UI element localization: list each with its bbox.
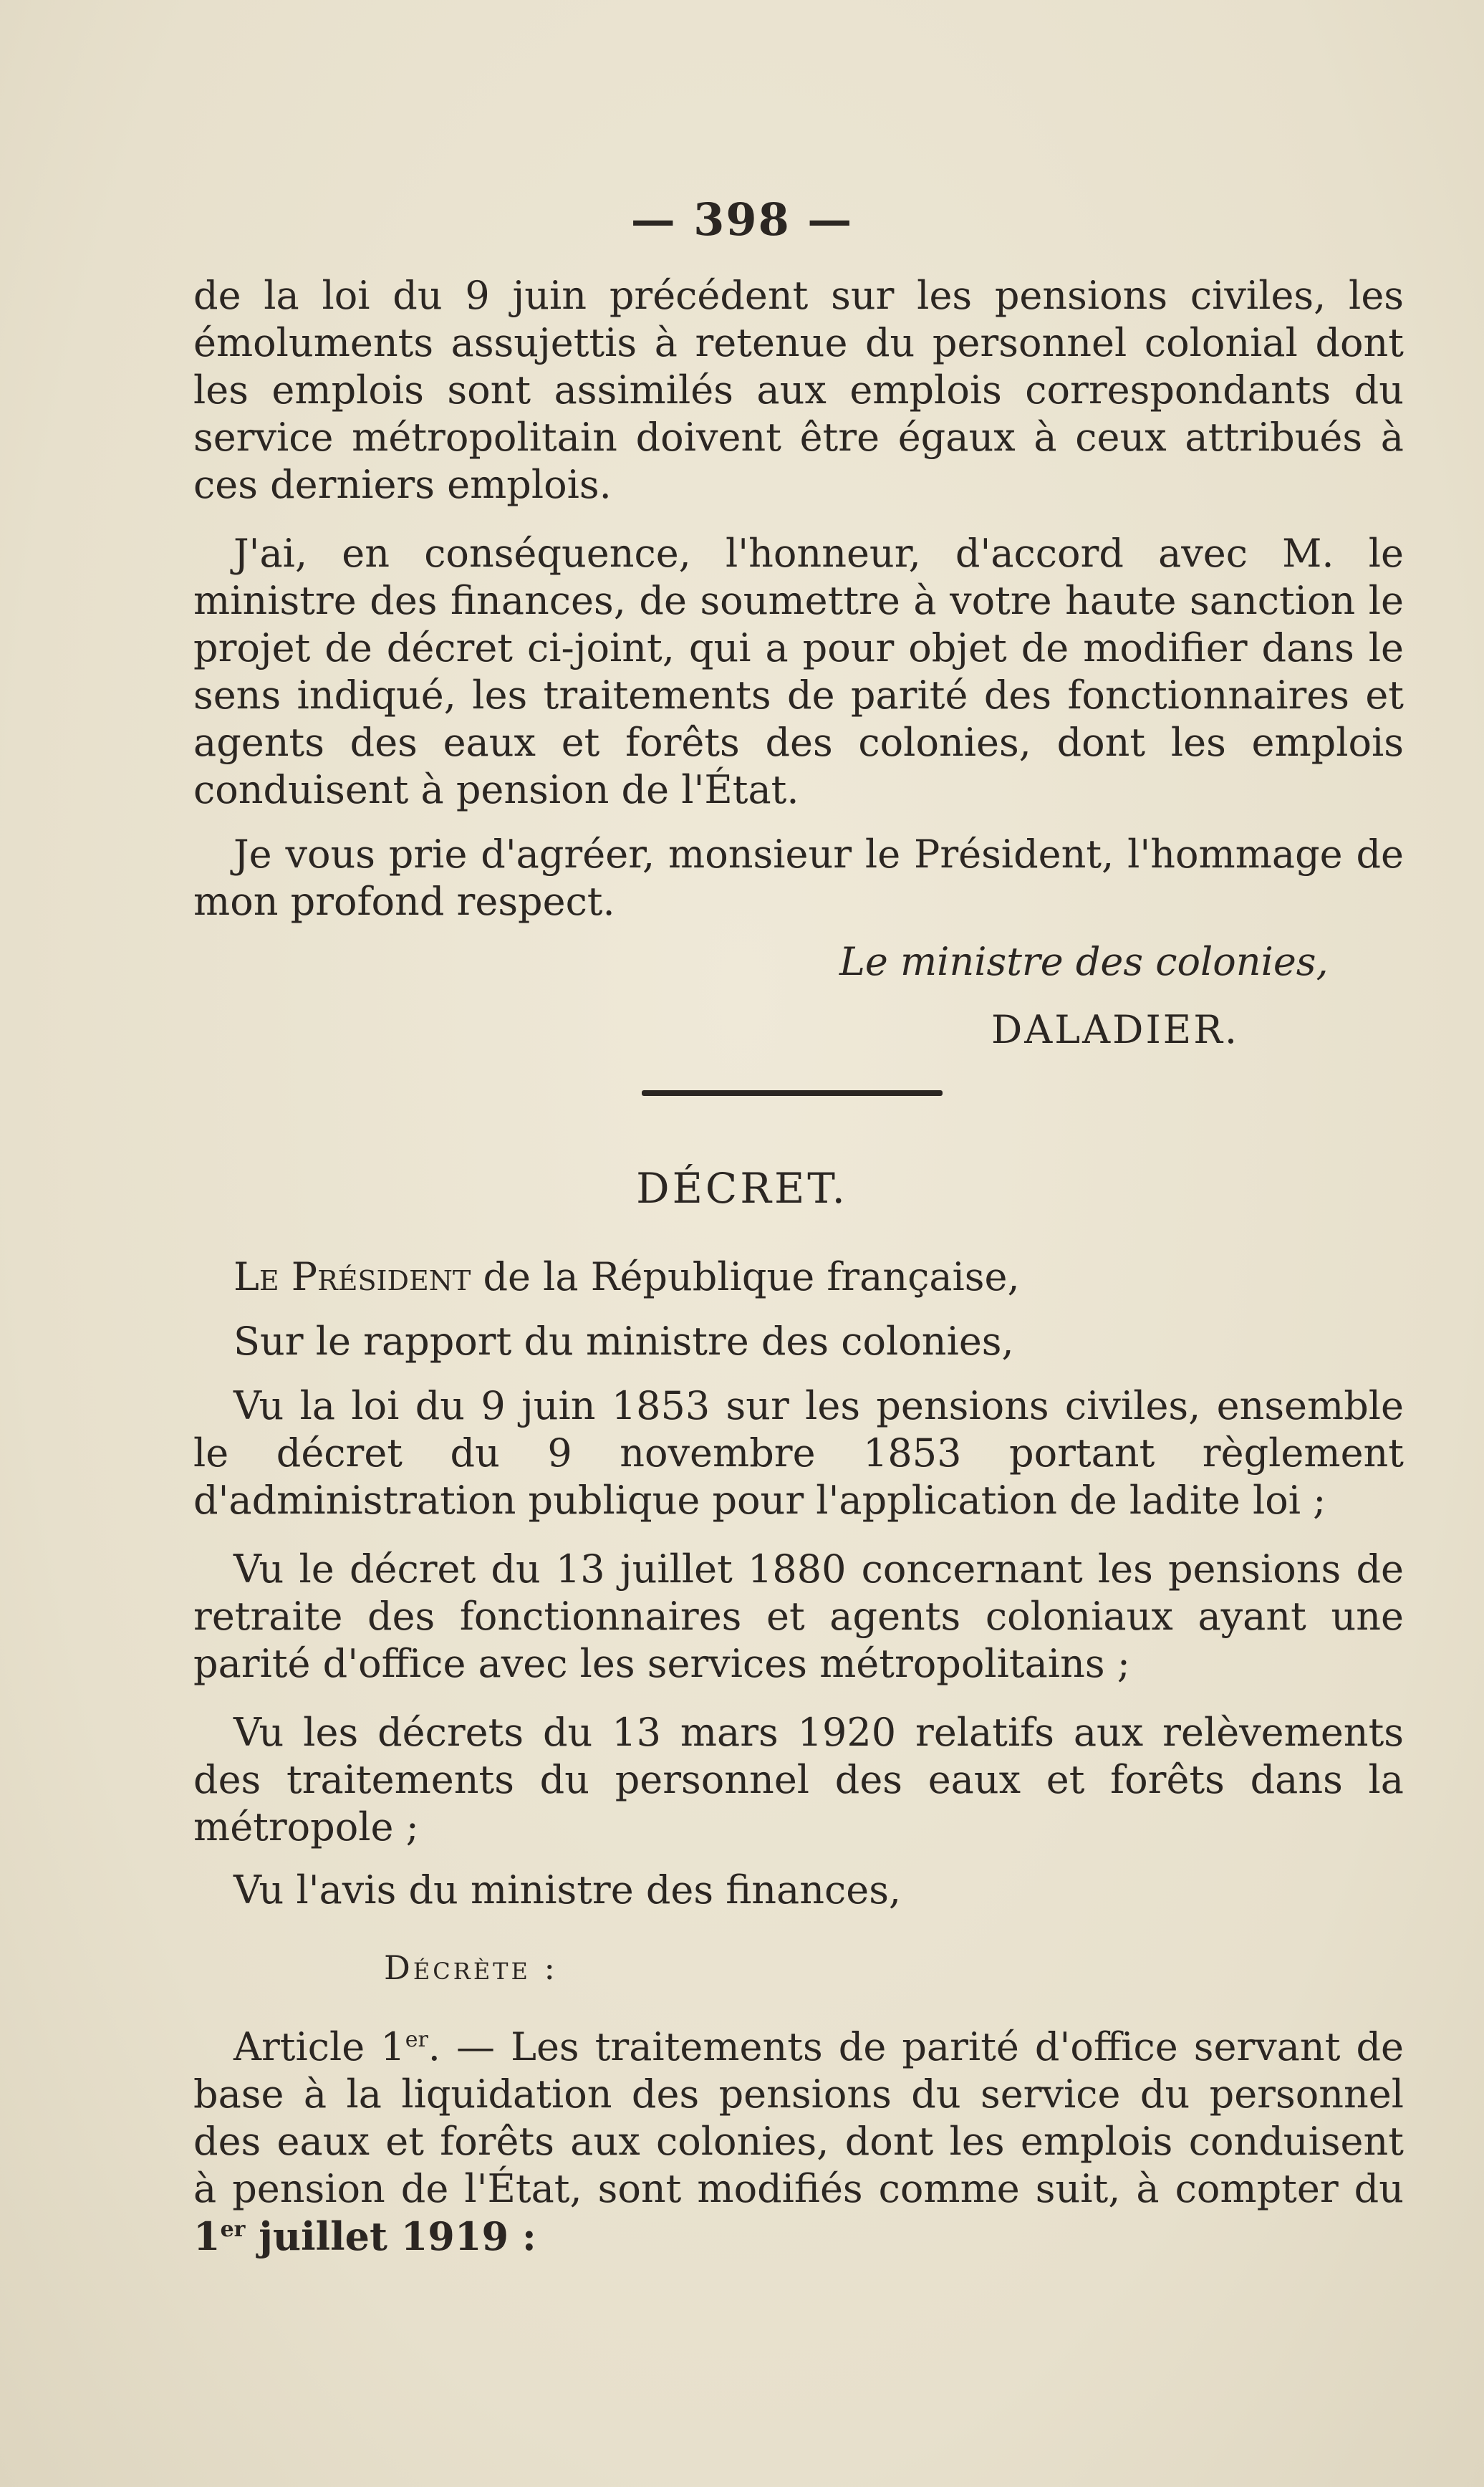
article-label-sup: er	[405, 2027, 428, 2052]
letter-paragraph-3: Je vous prie d'agréer, monsieur le Président, l'hommage de mon profond respect.	[193, 832, 1404, 924]
article-date-sup: er	[220, 2217, 246, 2242]
decree-vu-4: Vu l'avis du ministre des finances,	[233, 1867, 902, 1913]
decree-vu-2: Vu le décret du 13 juillet 1880 concernant les pensions de retraite des fonctionnaires et agents coloniaux ayant une parité d'office avec les services métropolitains ;	[193, 1546, 1404, 1686]
article-date-rest: juillet 1919 :	[245, 2213, 536, 2259]
decree-rapport: Sur le rapport du ministre des colonies,	[233, 1319, 1014, 1364]
decree-vu-1: Vu la loi du 9 juin 1853 sur les pensions civiles, ensemble le décret du 9 novembre 1853 portant règlement d'administration publique pour l'application de ladite loi ;	[193, 1383, 1404, 1523]
article-date-num: 1	[193, 2213, 221, 2259]
letter-paragraph-2: J'ai, en conséquence, l'honneur, d'accord avec M. le ministre des finances, de soumettre à votre haute sanction le projet de décret ci-joint, qui a pour objet de modifier dans le sens indiqué, les traitements de parité des fonctionnaires et agents des eaux et forêts des colonies, dont les emplois conduisent à pension de l'État.	[193, 531, 1404, 812]
page-number: — 398 —	[630, 193, 854, 246]
decree-heading: DÉCRET.	[636, 1164, 848, 1213]
president-caps: Le Président	[233, 1254, 471, 1299]
signature-name: DALADIER.	[991, 1007, 1240, 1052]
decree-article-1	[193, 2024, 1404, 2261]
section-divider	[642, 1090, 943, 1096]
president-rest: de la République française,	[471, 1254, 1020, 1299]
article-label: Article 1	[233, 2024, 405, 2069]
decree-vu-3: Vu les décrets du 13 mars 1920 relatifs aux relèvements des traitements du personnel des eaux et forêts dans la métropole ;	[193, 1710, 1404, 1849]
signature-title: Le ministre des colonies,	[839, 939, 1329, 984]
letter-paragraph-1: de la loi du 9 juin précédent sur les pensions civiles, les émoluments assujettis à retenue du personnel colonial dont les emplois sont assimilés aux emplois correspondants du service métropolitain doivent être égaux à ceux attribués à ces derniers emplois.	[193, 273, 1404, 507]
decree-president-line	[193, 1254, 1404, 1301]
decrete-label: Décrète :	[384, 1948, 559, 1987]
article-text: . — Les traitements de parité d'office servant de base à la liquidation des pensions du service du personnel des eaux et forêts aux colonies, dont les emplois conduisent à pension de l'État, sont modifiés comme suit, à compter du	[193, 2024, 1404, 2211]
